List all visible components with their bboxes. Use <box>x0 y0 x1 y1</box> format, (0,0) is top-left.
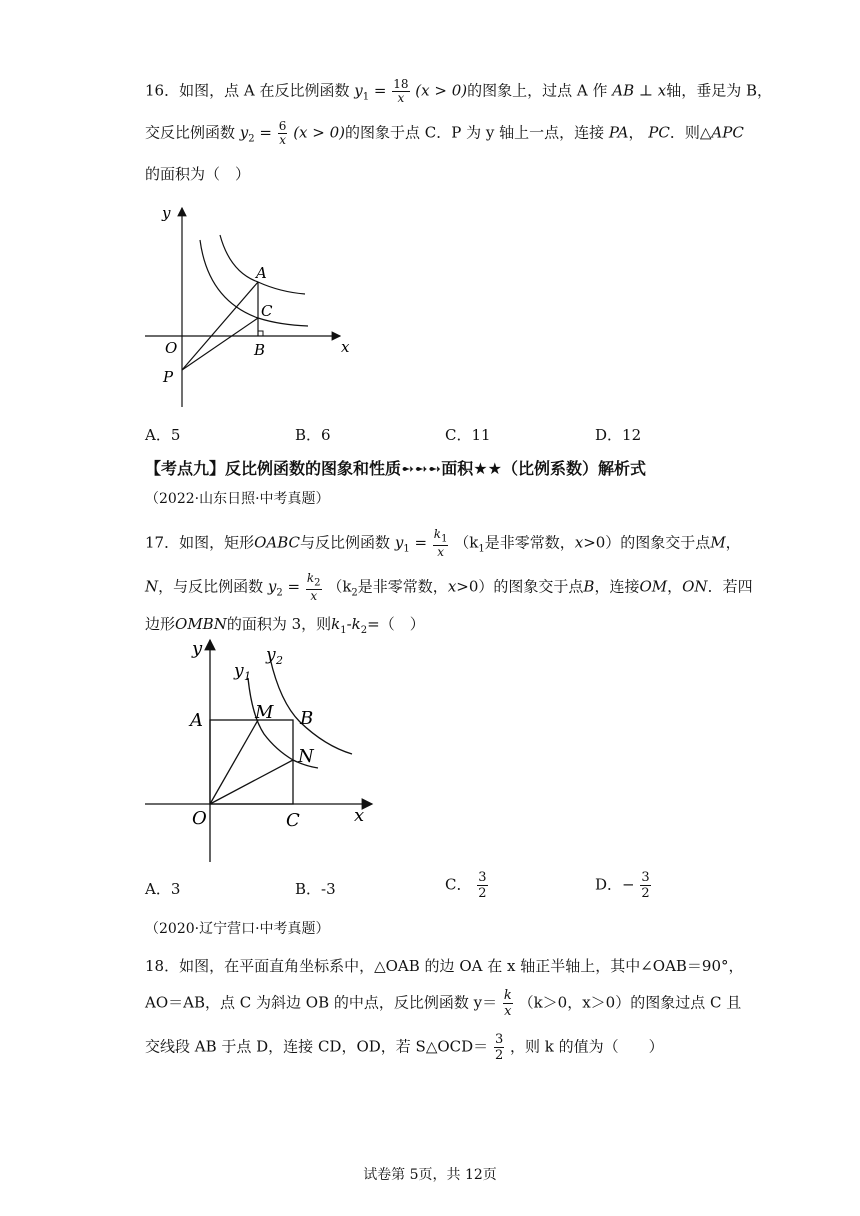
page-footer: 试卷第 5页，共 12页 <box>363 1167 497 1183</box>
q16-figure <box>140 200 365 412</box>
fraction-k1-over-x: $\frac{k_1}{x}$ <box>433 527 448 560</box>
fraction-k2-over-x: $\frac{k_2}{x}$ <box>306 571 321 604</box>
q17-figure <box>140 636 380 864</box>
q16-option-a: A．5 <box>145 426 181 444</box>
q17-source: （2022·山东日照·中考真题） <box>145 491 330 507</box>
label-O: O <box>192 808 207 829</box>
label-B: B <box>300 708 314 729</box>
label-B: B <box>254 341 266 359</box>
label-N: N <box>298 746 314 767</box>
q17-line2: N，与反比例函数 $y_2$ = $\frac{k_2}{x}$ （$k_2$是非零常数，x>0）的图象交于点B，连接OM，ON．若四 <box>145 571 753 604</box>
q17-option-a: A．3 <box>145 880 181 898</box>
svg-text:2: 2 <box>276 654 283 667</box>
q16-option-d: D．12 <box>595 426 642 444</box>
label-y-axis: y <box>192 638 203 659</box>
section-heading: 【考点九】反比例函数的图象和性质➻➻➻面积★★（比例系数）解析式 <box>145 459 646 478</box>
fraction-6-over-x: $\frac{6}{x}$ <box>278 119 287 147</box>
q17-option-d: D．− $\frac{3}{2}$ <box>595 870 650 901</box>
q18-line2: AO＝AB，点 C 为斜边 OB 的中点，反比例函数 y＝ $\frac{k}{x}$ （k＞0，x＞0）的图象过点 C 且 <box>145 988 742 1019</box>
label-C: C <box>286 810 300 831</box>
label-C: C <box>261 302 273 320</box>
label-A: A <box>256 264 267 282</box>
label-y1: y <box>234 661 244 681</box>
arrows-icon: ➻➻➻ <box>401 459 442 478</box>
svg-text:1: 1 <box>244 670 251 683</box>
label-y2: y <box>266 645 276 665</box>
label-A: A <box>190 710 203 731</box>
q16-line2: 交反比例函数 $y_2$ = $\frac{6}{x}$ (x > 0)的图象于点 C．P 为 y 轴上一点，连接 PA， PC．则△APC <box>145 119 744 147</box>
q16-option-b: B．6 <box>295 426 331 444</box>
q16-line3: 的面积为（ ） <box>145 165 251 183</box>
q17-option-b: B．-3 <box>295 880 336 898</box>
label-y: y <box>162 204 171 222</box>
label-P: P <box>163 368 174 386</box>
label-O: O <box>165 339 178 357</box>
label-x: x <box>354 805 365 826</box>
q18-source: （2020·辽宁营口·中考真题） <box>145 921 330 937</box>
label-M: M <box>255 702 274 723</box>
label-x: x <box>341 338 350 356</box>
q18-line3: 交线段 AB 于点 D，连接 CD，OD，若 S△OCD＝ $\frac{3}{2}$ ，则 k 的值为（ ） <box>145 1032 664 1063</box>
stars-icon: ★★ <box>473 459 502 478</box>
q17-line1: 17．如图，矩形OABC与反比例函数 $y_1$ = $\frac{k_1}{x}$ （$k_1$是非零常数，x>0）的图象交于点M， <box>145 527 741 560</box>
q16-line1: 16．如图，点 A 在反比例函数 $y_1$ = $\frac{18}{x}$ (x > 0)的图象上，过点 A 作 AB ⊥ x轴，垂足为 B， <box>145 77 773 105</box>
q16-option-c: C．11 <box>445 426 491 444</box>
q17-option-c: C． $\frac{3}{2}$ <box>445 870 487 901</box>
q17-line3: 边形OMBN的面积为 3，则$k_1-k_2=$（ ） <box>145 615 425 636</box>
fraction-18-over-x: $\frac{18}{x}$ <box>393 77 409 105</box>
q18-line1: 18．如图，在平面直角坐标系中，△OAB 的边 OA 在 x 轴正半轴上，其中∠OAB＝90°， <box>145 957 744 975</box>
